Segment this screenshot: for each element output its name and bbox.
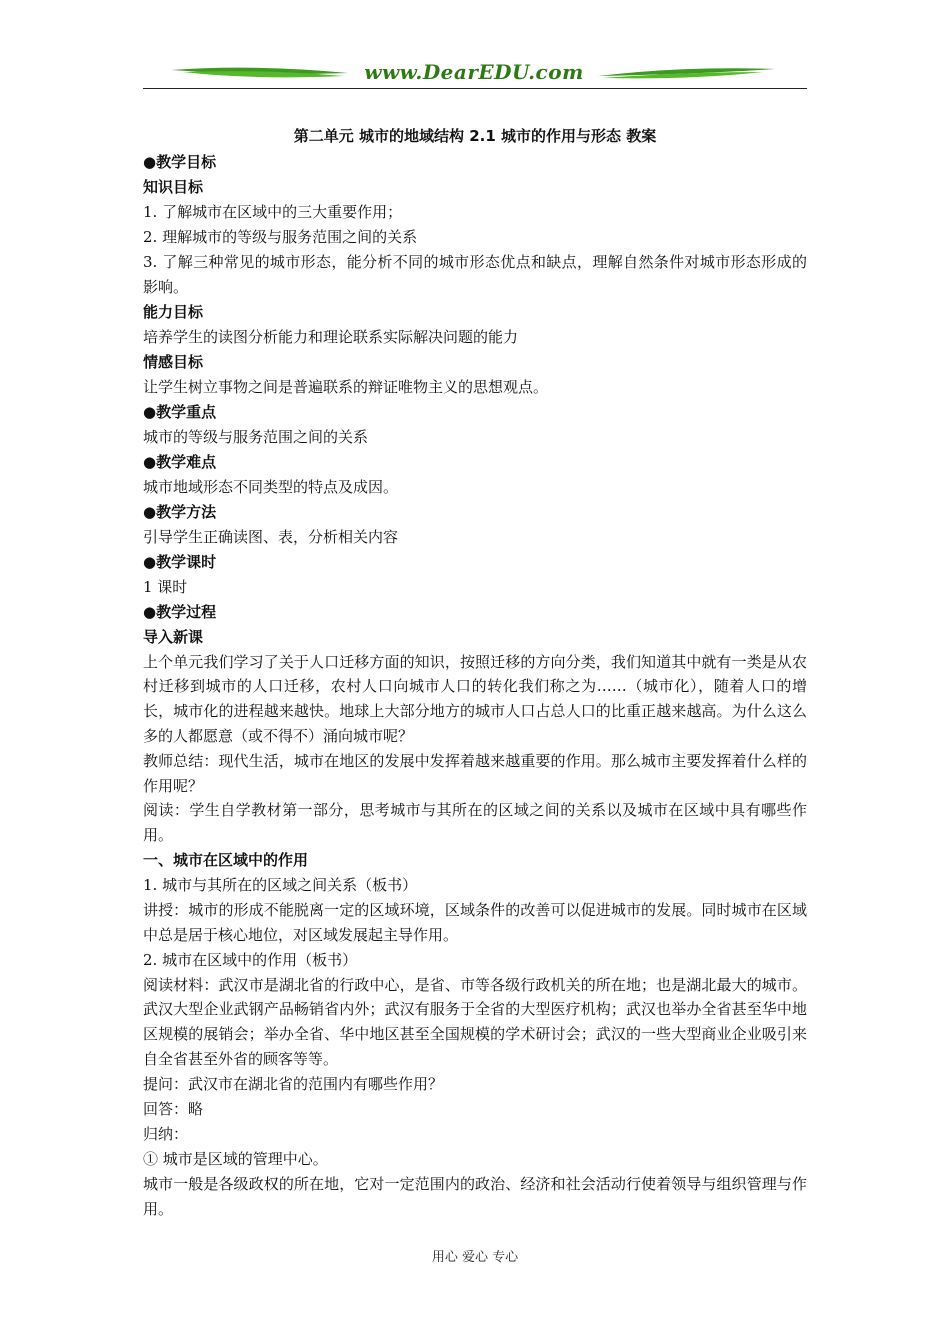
document-body [143,124,807,1221]
ability-text: 培养学生的读图分析能力和理论联系实际解决问题的能力 [143,327,519,346]
section1-conclusion: 归纳： [143,1124,189,1143]
hours-text: 1 课时 [143,577,188,596]
difficulty-heading: ●教学难点 [143,452,217,471]
section1-question: 提问：武汉市在湖北省的范围内有哪些作用？ [143,1074,444,1093]
section1-answer: 回答：略 [143,1099,204,1118]
section1-lecture: 讲授：城市的形成不能脱离一定的区域环境，区域条件的改善可以促进城市的发展。同时城市在区域中总是居于核心地位，对区域发展起主导作用。 [143,900,807,944]
site-logo-text: www.DearEDU.com [364,60,584,84]
page-footer: 用心 爱心 专心 [431,1250,519,1265]
method-heading: ●教学方法 [143,502,217,521]
method-text: 引导学生正确读图、表，分析相关内容 [143,527,399,546]
section1-item: 1. 城市与其所在的区域之间关系（板书） [143,875,418,894]
knowledge-heading: 知识目标 [143,178,204,196]
section1-point-detail: 城市一般是各级政权的所在地，它对一定范围内的政治、经济和社会活动行使着领导与组织管理与作用。 [143,1174,807,1218]
section1-item: 2. 城市在区域中的作用（板书） [143,950,358,969]
emotion-text: 让学生树立事物之间是普遍联系的辩证唯物主义的思想观点。 [143,377,549,396]
key-text: 城市的等级与服务范围之间的关系 [143,427,369,446]
section1-heading: 一、城市在区域中的作用 [143,850,309,869]
section1-material: 阅读材料：武汉市是湖北省的行政中心，是省、市等各级行政机关的所在地；也是湖北最大的城市。武汉大型企业武钢产品畅销省内外；武汉有服务于全省的大型医疗机构；武汉也举办全省甚至华中地区规模的展销会；举办全省、华中地区甚至全国规模的学术研讨会；武汉的一些大型商业企业吸引来自全省甚至外省的顾客等等。 [143,975,807,1068]
emotion-heading: 情感目标 [143,352,204,371]
reading-paragraph: 阅读：学生自学教材第一部分，思考城市与其所在的区域之间的关系以及城市在区域中具有哪些作用。 [143,801,807,845]
ability-heading: 能力目标 [143,302,204,321]
difficulty-text: 城市地域形态不同类型的特点及成因。 [143,477,399,496]
process-heading: ●教学过程 [143,602,217,621]
intro-paragraph: 上个单元我们学习了关于人口迁移方面的知识，按照迁移的方向分类，我们知道其中就有一类是从农村迁移到城市的人口迁移，农村人口向城市人口的转化我们称之为……（城市化），随着人口的增长，城市化的进程越来越快。地球上大部分地方的城市人口占总人口的比重正越来越高。为什么这么多的人都愿意（或不得不）涌向城市呢？ [143,652,807,745]
goals-heading: ●教学目标 [143,153,217,171]
teacher-summary: 教师总结：现代生活，城市在地区的发展中发挥着越来越重要的作用。那么城市主要发挥着什么样的作用呢？ [143,751,807,795]
intro-heading: 导入新课 [143,627,204,646]
document-title: 第二单元 城市的地域结构 2.1 城市的作用与形态 教案 [293,127,657,145]
knowledge-item: 3. 了解三种常见的城市形态，能分析不同的城市形态优点和缺点，理解自然条件对城市形态形成的影响。 [143,253,807,296]
knowledge-item: 2. 理解城市的等级与服务范围之间的关系 [143,228,418,246]
knowledge-item: 1. 了解城市在区域中的三大重要作用； [143,203,403,221]
header-rule [143,88,807,89]
page-header [143,60,807,94]
hours-heading: ●教学课时 [143,552,217,571]
key-heading: ●教学重点 [143,402,217,421]
section1-point: ① 城市是区域的管理中心。 [143,1149,328,1168]
